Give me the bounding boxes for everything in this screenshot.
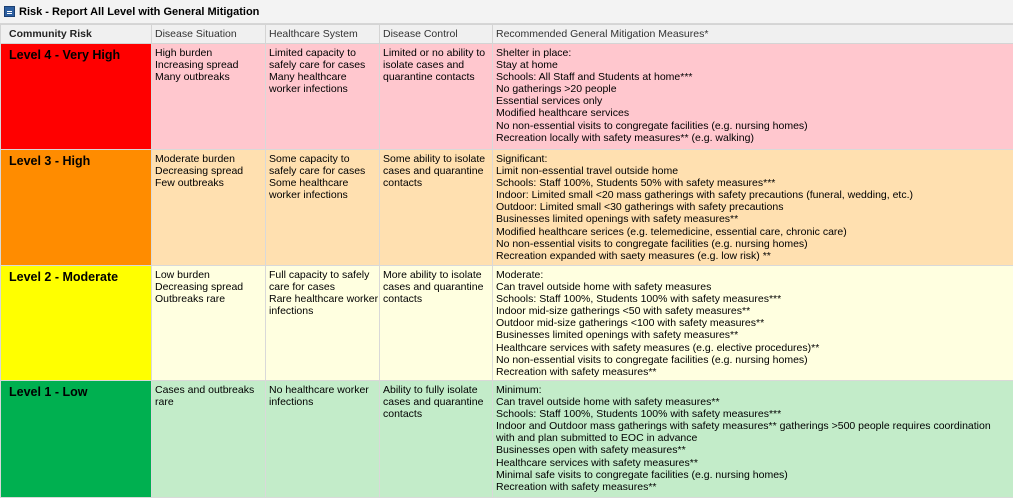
risk-level-cell: Level 3 - High	[1, 150, 152, 266]
cell-text-line: Stay at home	[496, 59, 1010, 71]
cell-text-line: Cases and outbreaks	[155, 384, 262, 396]
table-row	[1, 381, 1013, 498]
cell-text-line: Businesses limited openings with safety measures**	[496, 329, 1010, 341]
cell-text-line: Recreation with safety measures**	[496, 481, 1010, 493]
cell-text-line: cases and quarantine	[383, 165, 489, 177]
cell-text-line: Shelter in place:	[496, 47, 1010, 59]
cell-text-line: Moderate:	[496, 269, 1010, 281]
cell-text-line: No non-essential visits to congregate facilities (e.g. nursing homes)	[496, 120, 1010, 132]
cell-text-line: Schools: Staff 100%, Students 100% with safety measures***	[496, 293, 1010, 305]
table-row	[1, 44, 1013, 150]
cell-text-line: Full capacity to safely	[269, 269, 376, 281]
cell-text-line: Indoor: Limited small <20 mass gatherings with safety precautions (funeral, wedding, etc.)	[496, 189, 1010, 201]
cell-text-line: Outbreaks rare	[155, 293, 262, 305]
cell-text-line: Can travel outside home with safety measures	[496, 281, 1010, 293]
cell-text-line: Limit non-essential travel outside home	[496, 165, 1010, 177]
cell-text-line: Some healthcare	[269, 177, 376, 189]
cell-text-line: Businesses limited openings with safety measures**	[496, 213, 1010, 225]
disease-control-cell	[380, 266, 493, 381]
cell-text-line: Minimal safe visits to congregate facilities (e.g. nursing homes)	[496, 469, 1010, 481]
cell-text-line: Limited or no ability to	[383, 47, 489, 59]
cell-text-line: More ability to isolate	[383, 269, 489, 281]
cell-text-line: Healthcare services with safety measures**	[496, 457, 1010, 469]
table-row	[1, 266, 1013, 381]
disease-control-cell	[380, 150, 493, 266]
cell-text-line: safely care for cases	[269, 59, 376, 71]
disease-situation-cell	[152, 44, 266, 150]
report-title: Risk - Report All Level with General Mitigation	[19, 6, 259, 18]
cell-text-line: infections	[269, 305, 376, 317]
cell-text-line: contacts	[383, 177, 489, 189]
cell-text-line: isolate cases and	[383, 59, 489, 71]
cell-text-line: Recreation expanded with saety measures (e.g. low risk) **	[496, 250, 1010, 262]
cell-text-line: Outdoor: Limited small <30 gatherings with safety precautions	[496, 201, 1010, 213]
cell-text-line: Ability to fully isolate	[383, 384, 489, 396]
risk-level-cell: Level 2 - Moderate	[1, 266, 152, 381]
cell-text-line: Increasing spread	[155, 59, 262, 71]
report-title-bar	[0, 0, 1013, 24]
healthcare-system-cell	[266, 266, 380, 381]
cell-text-line: High burden	[155, 47, 262, 59]
cell-text-line: Can travel outside home with safety measures**	[496, 396, 1010, 408]
cell-text-line: Limited capacity to	[269, 47, 376, 59]
cell-text-line: Healthcare services with safety measures (e.g. elective procedures)**	[496, 342, 1010, 354]
cell-text-line: Schools: All Staff and Students at home***	[496, 71, 1010, 83]
cell-text-line: Many outbreaks	[155, 71, 262, 83]
header-row	[1, 25, 1013, 44]
cell-text-line: safely care for cases	[269, 165, 376, 177]
mitigation-measures-cell	[493, 44, 1013, 150]
cell-text-line: Recreation locally with safety measures** (e.g. walking)	[496, 132, 1010, 144]
cell-text-line: care for cases	[269, 281, 376, 293]
risk-level-cell: Level 1 - Low	[1, 381, 152, 498]
cell-text-line: Essential services only	[496, 95, 1010, 107]
disease-situation-cell	[152, 381, 266, 498]
cell-text-line: Indoor mid-size gatherings <50 with safety measures**	[496, 305, 1010, 317]
header-disease-situation[interactable]: Disease Situation	[152, 25, 266, 44]
cell-text-line: worker infections	[269, 189, 376, 201]
report-icon	[4, 6, 15, 17]
cell-text-line: contacts	[383, 293, 489, 305]
cell-text-line: Outdoor mid-size gatherings <100 with safety measures**	[496, 317, 1010, 329]
cell-text-line: worker infections	[269, 83, 376, 95]
cell-text-line: Indoor and Outdoor mass gatherings with safety measures** gatherings >500 people requires coordination with and plan submitted to EOC in advance	[496, 420, 1010, 444]
disease-situation-cell	[152, 266, 266, 381]
cell-text-line: cases and quarantine	[383, 281, 489, 293]
cell-text-line: Few outbreaks	[155, 177, 262, 189]
cell-text-line: Recreation with safety measures**	[496, 366, 1010, 378]
disease-control-cell	[380, 44, 493, 150]
cell-text-line: Businesses open with safety measures**	[496, 444, 1010, 456]
cell-text-line: contacts	[383, 408, 489, 420]
cell-text-line: Rare healthcare worker	[269, 293, 376, 305]
risk-level-cell: Level 4 - Very High	[1, 44, 152, 150]
header-disease-control[interactable]: Disease Control	[380, 25, 493, 44]
cell-text-line: Minimum:	[496, 384, 1010, 396]
cell-text-line: quarantine contacts	[383, 71, 489, 83]
cell-text-line: Decreasing spread	[155, 165, 262, 177]
cell-text-line: cases and quarantine	[383, 396, 489, 408]
mitigation-measures-cell	[493, 381, 1013, 498]
cell-text-line: Some ability to isolate	[383, 153, 489, 165]
mitigation-measures-cell	[493, 150, 1013, 266]
cell-text-line: Significant:	[496, 153, 1010, 165]
disease-control-cell	[380, 381, 493, 498]
cell-text-line: No non-essential visits to congregate facilities (e.g. nursing homes)	[496, 354, 1010, 366]
healthcare-system-cell	[266, 44, 380, 150]
cell-text-line: Modified healthcare services	[496, 107, 1010, 119]
healthcare-system-cell	[266, 150, 380, 266]
risk-table	[0, 24, 1013, 498]
mitigation-measures-cell	[493, 266, 1013, 381]
cell-text-line: Modified healthcare serices (e.g. telemedicine, essential care, chronic care)	[496, 226, 1010, 238]
cell-text-line: Moderate burden	[155, 153, 262, 165]
cell-text-line: No non-essential visits to congregate facilities (e.g. nursing homes)	[496, 238, 1010, 250]
cell-text-line: Low burden	[155, 269, 262, 281]
header-healthcare-system[interactable]: Healthcare System	[266, 25, 380, 44]
cell-text-line: Some capacity to	[269, 153, 376, 165]
cell-text-line: Schools: Staff 100%, Students 100% with safety measures***	[496, 408, 1010, 420]
header-community-risk[interactable]: Community Risk	[1, 25, 152, 44]
cell-text-line: Many healthcare	[269, 71, 376, 83]
cell-text-line: No gatherings >20 people	[496, 83, 1010, 95]
healthcare-system-cell	[266, 381, 380, 498]
cell-text-line: rare	[155, 396, 262, 408]
disease-situation-cell	[152, 150, 266, 266]
cell-text-line: infections	[269, 396, 376, 408]
header-mitigation-measures[interactable]: Recommended General Mitigation Measures*	[493, 25, 1013, 44]
cell-text-line: No healthcare worker	[269, 384, 376, 396]
cell-text-line: Decreasing spread	[155, 281, 262, 293]
cell-text-line: Schools: Staff 100%, Students 50% with safety measures***	[496, 177, 1010, 189]
table-row	[1, 150, 1013, 266]
